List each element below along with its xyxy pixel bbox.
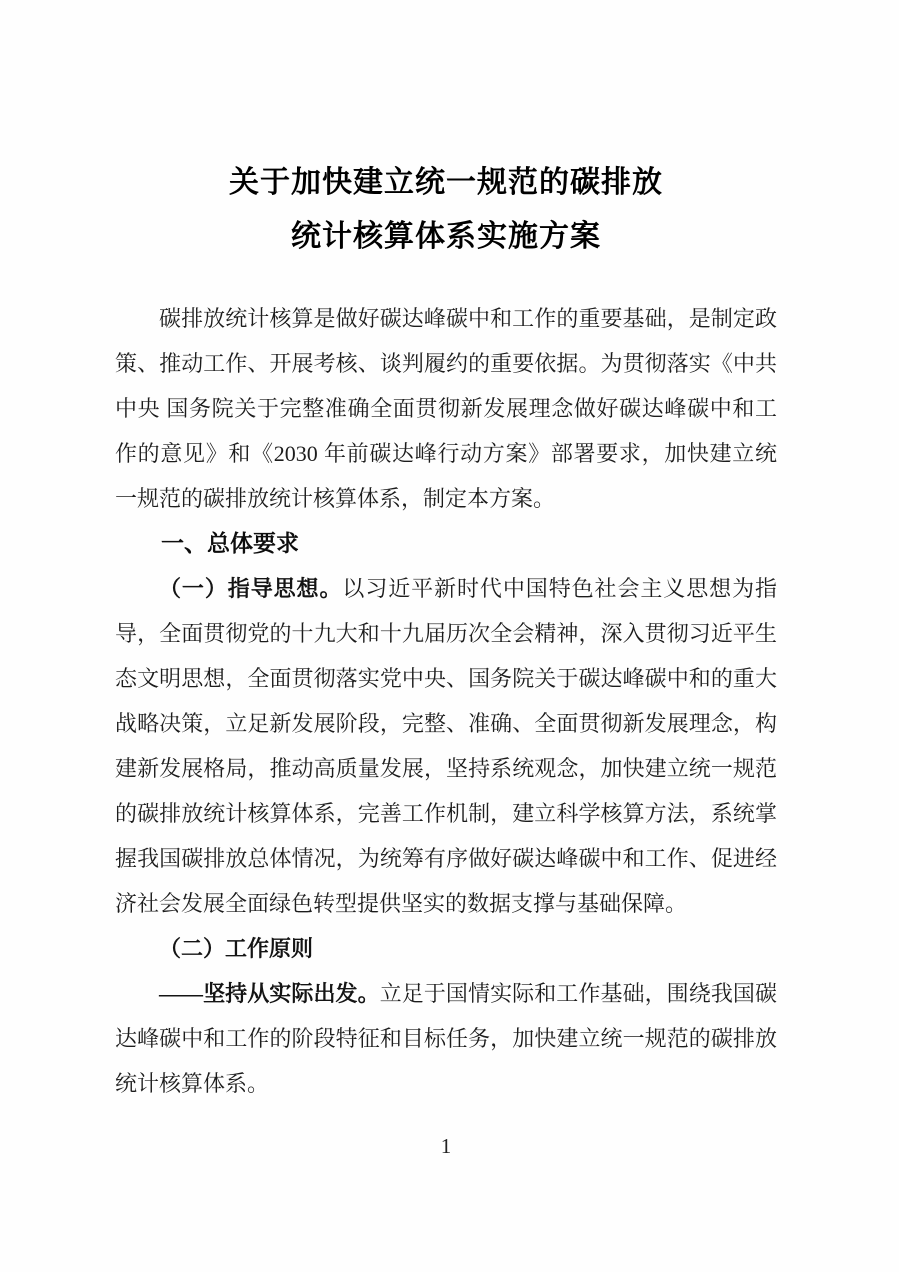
paragraph-principle-reality-text: 立足于国情实际和工作基础，围绕我国碳达峰碳中和工作的阶段特征和目标任务，加快建立统一规范的碳排放统计核算体系。 xyxy=(115,981,777,1096)
document-body xyxy=(115,296,777,1106)
paragraph-guiding-ideology-text: 以习近平新时代中国特色社会主义思想为指导，全面贯彻党的十九大和十九届历次全会精神，深入贯彻习近平生态文明思想，全面贯彻落实党中央、国务院关于碳达峰碳中和的重大战略决策，立足新发展阶段，完整、准确、全面贯彻新发展理念，构建新发展格局，推动高质量发展，坚持系统观念，加快建立统一规范的碳排放统计核算体系，完善工作机制，建立科学核算方法，系统掌握我国碳排放总体情况，为统筹有序做好碳达峰碳中和工作、促进经济社会发展全面绿色转型提供坚实的数据支撑与基础保障。 xyxy=(115,576,777,916)
paragraph-intro-text: 碳排放统计核算是做好碳达峰碳中和工作的重要基础，是制定政策、推动工作、开展考核、谈判履约的重要依据。为贯彻落实《中共中央 国务院关于完整准确全面贯彻新发展理念做好碳达峰碳中和工作的意见》和《2030 年前碳达峰行动方案》部署要求，加快建立统一规范的碳排放统计核算体系，制定本方案。 xyxy=(115,306,777,511)
paragraph-principle-reality xyxy=(115,971,777,1106)
paragraph-guiding-ideology xyxy=(115,566,777,926)
page-number: 1 xyxy=(440,1134,452,1158)
document-title-line-1: 关于加快建立统一规范的碳排放 xyxy=(229,166,663,199)
page-footer xyxy=(115,1131,777,1161)
paragraph-guiding-ideology-lead: （一）指导思想。 xyxy=(159,576,343,601)
paragraph-principle-reality-lead: ——坚持从实际出发。 xyxy=(159,981,380,1006)
section-heading-overall-requirements: 一、总体要求 xyxy=(161,530,299,556)
document-title-line-2: 统计核算体系实施方案 xyxy=(291,220,601,253)
paragraph-intro xyxy=(115,296,777,521)
document-title xyxy=(115,156,777,264)
sub-heading-work-principles: （二）工作原则 xyxy=(159,936,314,961)
